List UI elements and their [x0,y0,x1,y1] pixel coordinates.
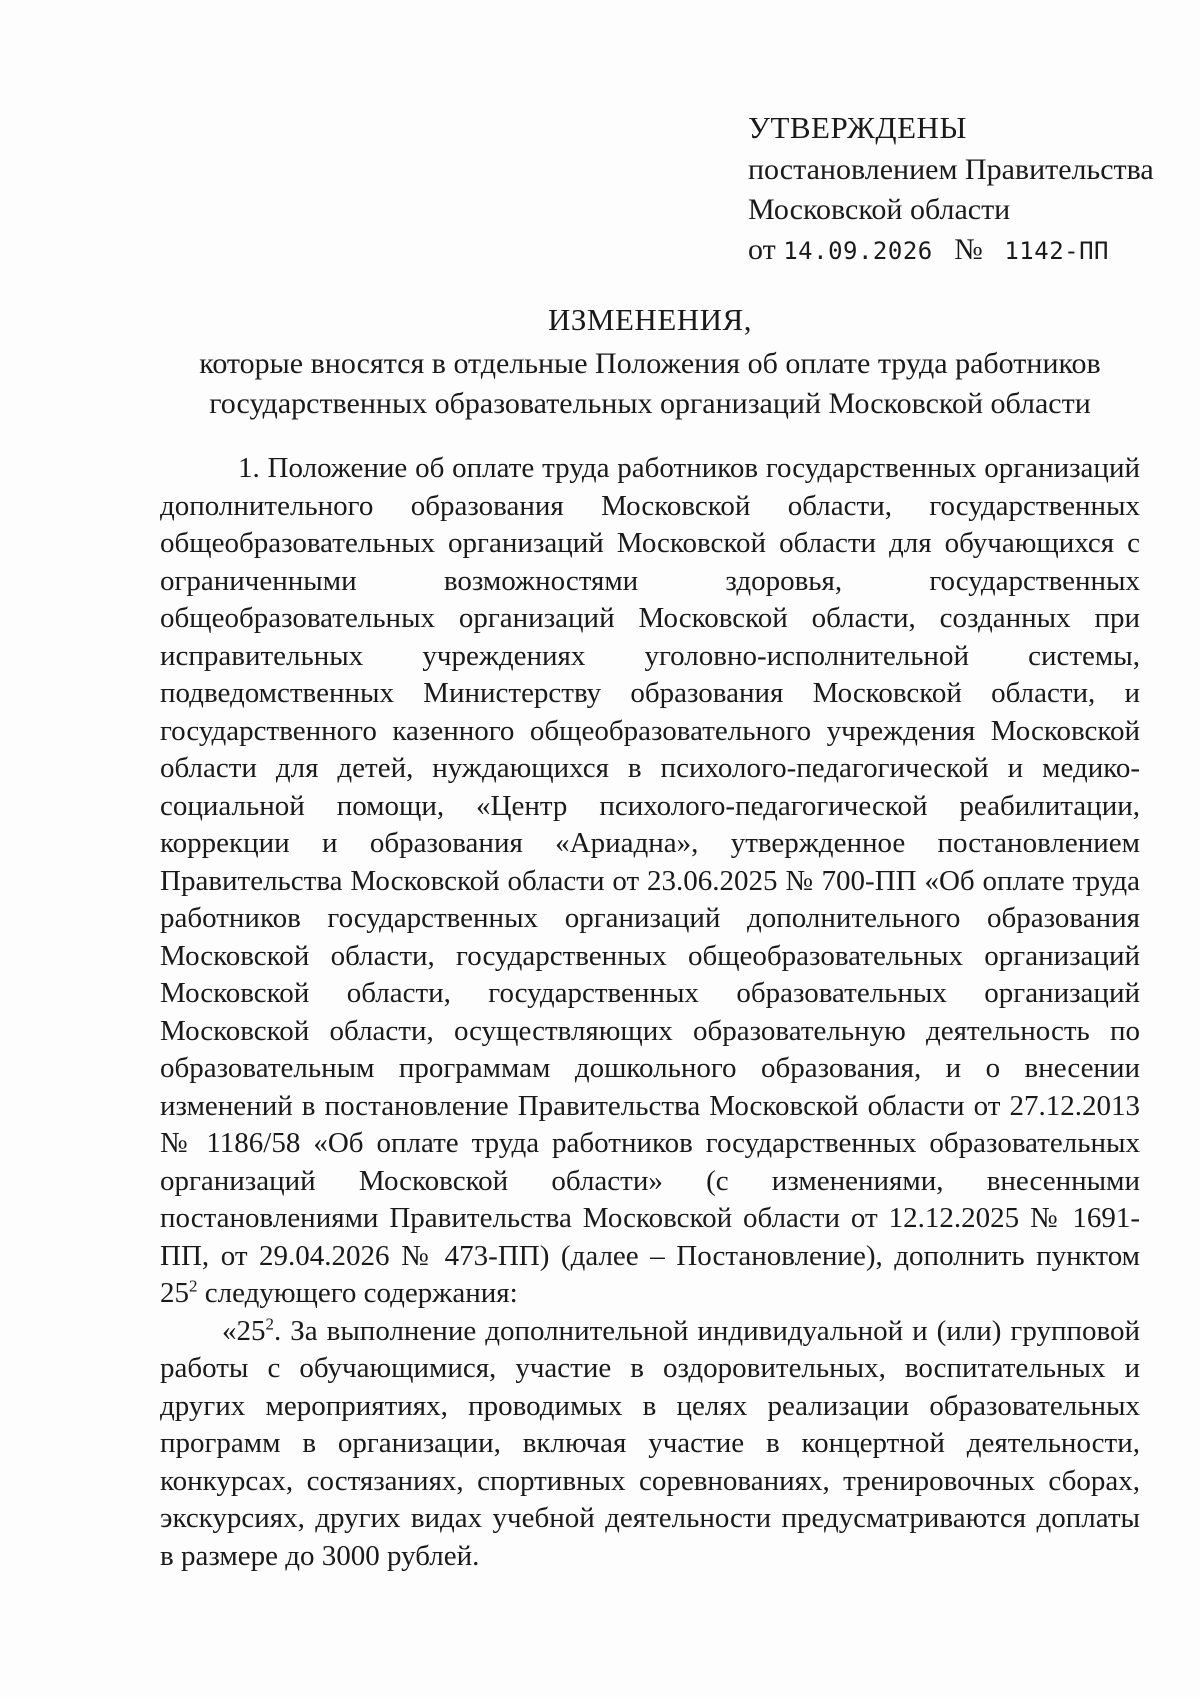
paragraph-1 [160,450,1140,1313]
approval-date-prefix: от [748,233,776,266]
approval-block [748,108,1168,271]
document-title-block [150,300,1150,424]
approval-line-1: постановлением Правительства [748,153,1154,186]
approval-line-2: Московской области [748,193,1011,226]
paragraph-2-text: . За выполнение дополнительной индивидуальной и (или) групповой работы с обучающимися, участие в оздоровительных, воспитательных и других мероприятиях, проводимых в целях реализации образовательных программ в организации, включая участие в концертной деятельности, конкурсах, состязаниях, спортивных соревнованиях, тренировочных сборах, экскурсиях, других видах учебной деятельности предусматриваются доплаты в размере до 3000 рублей. [160,1314,1140,1572]
approval-heading: УТВЕРЖДЕНЫ [748,110,967,145]
paragraph-1-end: следующего содержания: [197,1277,518,1309]
approval-date: 14.09.2026 [783,237,933,265]
approval-number: 1142-ПП [1004,237,1109,265]
paragraph-2-superscript: 2 [265,1313,274,1333]
paragraph-2-start: «25 [222,1314,266,1347]
approval-number-sign: № [954,233,983,266]
document-body [160,450,1140,1575]
document-subtitle-line-2: государственных образовательных организаций Московской области [209,387,1091,420]
approval-date-line [748,230,1168,271]
paragraph-1-text: 1. Положение об оплате труда работников государственных организаций дополнительного образования Московской области, государственных общеобразовательных организаций Московской области для обучающихся с ограниченными возможностями здоровья, государственных общеобразовательных организаций Московской области, созданных при исправительных учреждениях уголовно-исполнительной системы, подведомственных Министерству образования Московской области, и государственного казенного общеобразовательного учреждения Московской области для детей, нуждающихся в психолого-педагогической и медико-социальной помощи, «Центр психолого-педагогической реабилитации, коррекции и образования «Ариадна», утвержденное постановлением Правительства Московской области от 23.06.2025 № 700-ПП «Об оплате труда работников государственных организаций дополнительного образования Московской области, государственных общеобразовательных организаций Московской области, государственных образовательных организаций Московской области, осуществляющих образовательную деятельность по образовательным программам дошкольного образования, и о внесении изменений в постановление Правительства Московской области от 27.12.2013 № 1186/58 «Об оплате труда работников государственных образовательных организаций Московской области» (с изменениями, внесенными постановлениями Правительства Московской области от 12.12.2025 № 1691-ПП, от 29.04.2026 № 473-ПП) (далее – Постановление), дополнить пунктом 25 [160,452,1140,1309]
document-subtitle-line-1: которые вносятся в отдельные Положения об оплате труда работников [199,347,1101,380]
paragraph-2 [160,1313,1140,1576]
paragraph-1-superscript: 2 [189,1276,198,1296]
document-title: ИЗМЕНЕНИЯ, [548,302,752,337]
